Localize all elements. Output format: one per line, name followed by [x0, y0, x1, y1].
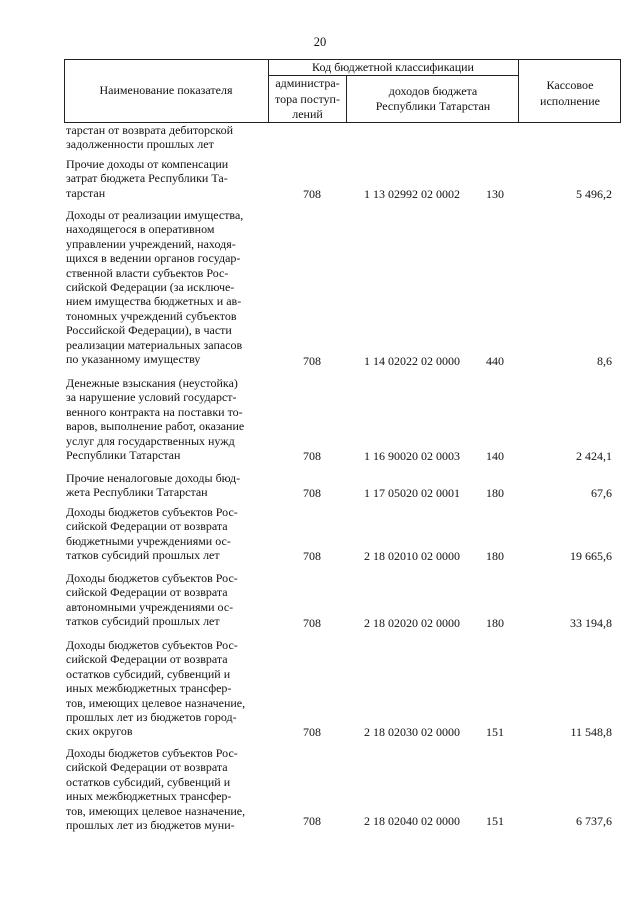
row-description: Доходы бюджетов субъектов Рос- сийской Федерации от возврата остатков субсидий, субвенций и иных межбюджетных трансфер- тов, имеющих целевое назначение, прошлых лет из бюджетов муни-: [66, 746, 246, 833]
row-description: тарстан от возврата дебиторской задолженности прошлых лет: [66, 123, 234, 152]
row-budget-code: 2 18 02030 02 0000: [364, 725, 460, 739]
row-type-code: 151: [486, 814, 504, 828]
row-budget-code: 2 18 02020 02 0000: [364, 616, 460, 630]
row-type-code: 151: [486, 725, 504, 739]
row-amount: 8,6: [597, 354, 612, 368]
row-amount: 6 737,6: [576, 814, 612, 828]
row-budget-code: 1 17 05020 02 0001: [364, 486, 460, 500]
row-amount: 2 424,1: [576, 449, 612, 463]
header-revenue-column: доходов бюджета Республики Татарстан: [375, 84, 491, 113]
row-admin-code: 708: [303, 814, 321, 828]
header-divider-admin: [346, 75, 347, 123]
row-type-code: 180: [486, 549, 504, 563]
row-budget-code: 2 18 02040 02 0000: [364, 814, 460, 828]
row-admin-code: 708: [303, 486, 321, 500]
row-type-code: 130: [486, 187, 504, 201]
row-admin-code: 708: [303, 549, 321, 563]
row-description: Прочие доходы от компенсации затрат бюджета Республики Та- тарстан: [66, 157, 229, 200]
row-amount: 33 194,8: [570, 616, 612, 630]
row-admin-code: 708: [303, 449, 321, 463]
row-type-code: 180: [486, 616, 504, 630]
header-amount-column: Кассовое исполнение: [540, 78, 600, 108]
row-amount: 67,6: [591, 486, 612, 500]
row-type-code: 180: [486, 486, 504, 500]
row-description: Доходы от реализации имущества, находящегося в оперативном управлении учреждений, находя- щихся в ведении органов государ- ственной власти субъектов Рос- сийской Федерации (за исключе- нием имущества бюджетных и ав- тономных учреждений субъектов Российской Федерации), в части реализации материальных запасов по указанному имуществу: [66, 208, 244, 367]
row-admin-code: 708: [303, 354, 321, 368]
row-amount: 5 496,2: [576, 187, 612, 201]
row-budget-code: 1 13 02992 02 0002: [364, 187, 460, 201]
row-budget-code: 1 16 90020 02 0003: [364, 449, 460, 463]
header-code-group: Код бюджетной классификации: [312, 60, 474, 74]
row-amount: 11 548,8: [570, 725, 612, 739]
page-number: 20: [313, 35, 327, 49]
row-description: Доходы бюджетов субъектов Рос- сийской Федерации от возврата остатков субсидий, субвенций и иных межбюджетных трансфер- тов, имеющих целевое назначение, прошлых лет из бюджетов город- ских округов: [66, 638, 246, 739]
row-amount: 19 665,6: [570, 549, 612, 563]
header-divider-amount: [518, 59, 519, 123]
row-admin-code: 708: [303, 725, 321, 739]
row-description: Прочие неналоговые доходы бюд- жета Республики Татарстан: [66, 471, 241, 500]
row-budget-code: 2 18 02010 02 0000: [364, 549, 460, 563]
row-admin-code: 708: [303, 187, 321, 201]
row-type-code: 140: [486, 449, 504, 463]
row-description: Денежные взыскания (неустойка) за нарушение условий государст- венного контракта на поставки то- варов, выполнение работ, оказание услуг для государственных нужд Республики Татарстан: [66, 376, 245, 463]
header-admin-column: администра- тора поступ- лений: [275, 76, 340, 121]
row-type-code: 440: [486, 354, 504, 368]
row-description: Доходы бюджетов субъектов Рос- сийской Федерации от возврата автономными учреждениями ос- татков субсидий прошлых лет: [66, 571, 238, 629]
header-left-border: [64, 59, 65, 123]
header-name-column: Наименование показателя: [99, 83, 233, 97]
row-budget-code: 1 14 02022 02 0000: [364, 354, 460, 368]
row-description: Доходы бюджетов субъектов Рос- сийской Федерации от возврата бюджетными учреждениями ос- татков субсидий прошлых лет: [66, 505, 238, 563]
row-admin-code: 708: [303, 616, 321, 630]
header-right-border: [620, 59, 621, 123]
